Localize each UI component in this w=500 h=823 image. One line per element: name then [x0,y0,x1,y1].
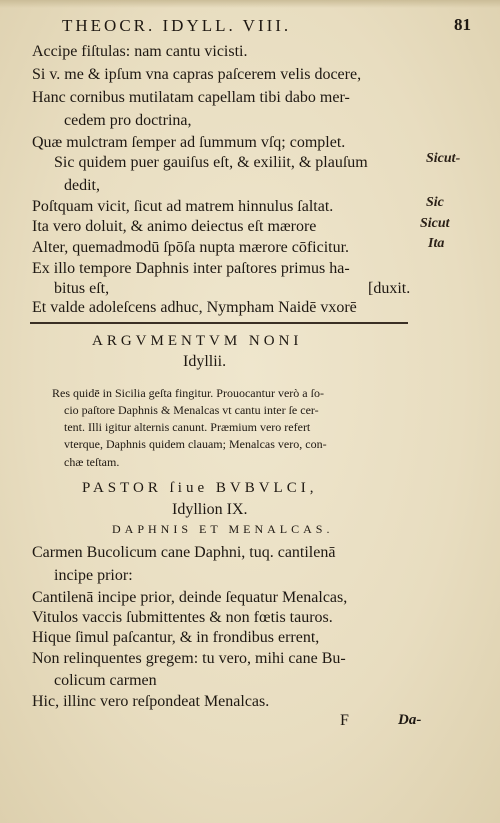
marginal-note: Sicut- [426,151,461,166]
verse-line: colicum carmen [54,672,157,689]
marginal-note: Sicut [420,216,450,231]
verse-line: incipe prior: [54,567,133,584]
verse-line: Poſtquam vicit, ſicut ad matrem hinnulus ſaltat. [32,198,334,215]
verse-line: Ex illo tempore Daphnis inter paſtores primus ha- [32,260,350,277]
verse-line: Accipe fiſtulas: nam cantu vicisti. [32,43,248,60]
verse-line: Si v. me & ipſum vna capras paſcerem velis docere, [32,66,362,83]
signature-mark: F [340,712,349,729]
verse-line: Quæ mulctram ſemper ad ſummum vſq; complet. [32,134,346,151]
idyll-title: PASTOR ſiue BVBVLCI, [82,480,318,496]
page-edge [0,0,500,8]
verse-line: Sic quidem puer gauiſus eſt, & exiliit, & plauſum [54,154,368,171]
idyll-number: Idyllion IX. [172,501,248,518]
argument-line: chæ teſtam. [64,455,120,469]
argument-line: tent. Illi igitur alternis canunt. Præmium vero refert [64,420,311,434]
argument-subheading: Idyllii. [183,353,227,370]
verse-line: Hique ſimul paſcantur, & in frondibus errent, [32,629,320,646]
verse-line: Non relinquentes gregem: tu vero, mihi cane Bu- [32,650,346,667]
running-title: THEOCR. IDYLL. VIII. [62,16,292,35]
verse-line: Ita vero doluit, & animo deiectus eſt mærore [32,218,317,235]
verse-line: Vitulos vaccis ſubmittentes & non fœtis tauros. [32,609,333,626]
verse-turnover: [duxit. [368,280,411,297]
marginal-note: Ita [428,236,445,251]
catchword: Da- [398,712,422,728]
verse-line: Carmen Bucolicum cane Daphni, tuq. cantilenā [32,544,336,561]
verse-line: dedit, [64,177,100,194]
verse-line: Hanc cornibus mutilatam capellam tibi dabo mer- [32,89,350,106]
verse-line: bitus eſt, [54,280,110,297]
argument-line: Res quidē in Sicilia geſta fingitur. Prouocantur verò a ſo- [52,386,324,400]
argument-line: vterque, Daphnis quidem clauam; Menalcas vero, con- [64,437,327,451]
verse-line: Cantilenā incipe prior, deinde ſequatur Menalcas, [32,589,348,606]
verse-line: Et valde adoleſcens adhuc, Nympham Naidē vxorē [32,299,357,316]
folio-number: 81 [454,15,471,34]
section-divider [30,322,408,324]
argument-line: cio paſtore Daphnis & Menalcas vt cantu inter ſe cer- [64,403,319,417]
marginal-note: Sic [426,195,444,210]
verse-line: Alter, quemadmodū ſpōſa nupta mærore cōficitur. [32,239,350,256]
argument-heading: ARGVMENTVM NONI [92,333,303,349]
verse-line: cedem pro doctrina, [64,112,192,129]
verse-line: Hic, illinc vero reſpondeat Menalcas. [32,693,270,710]
idyll-speakers: DAPHNIS ET MENALCAS. [112,522,334,536]
